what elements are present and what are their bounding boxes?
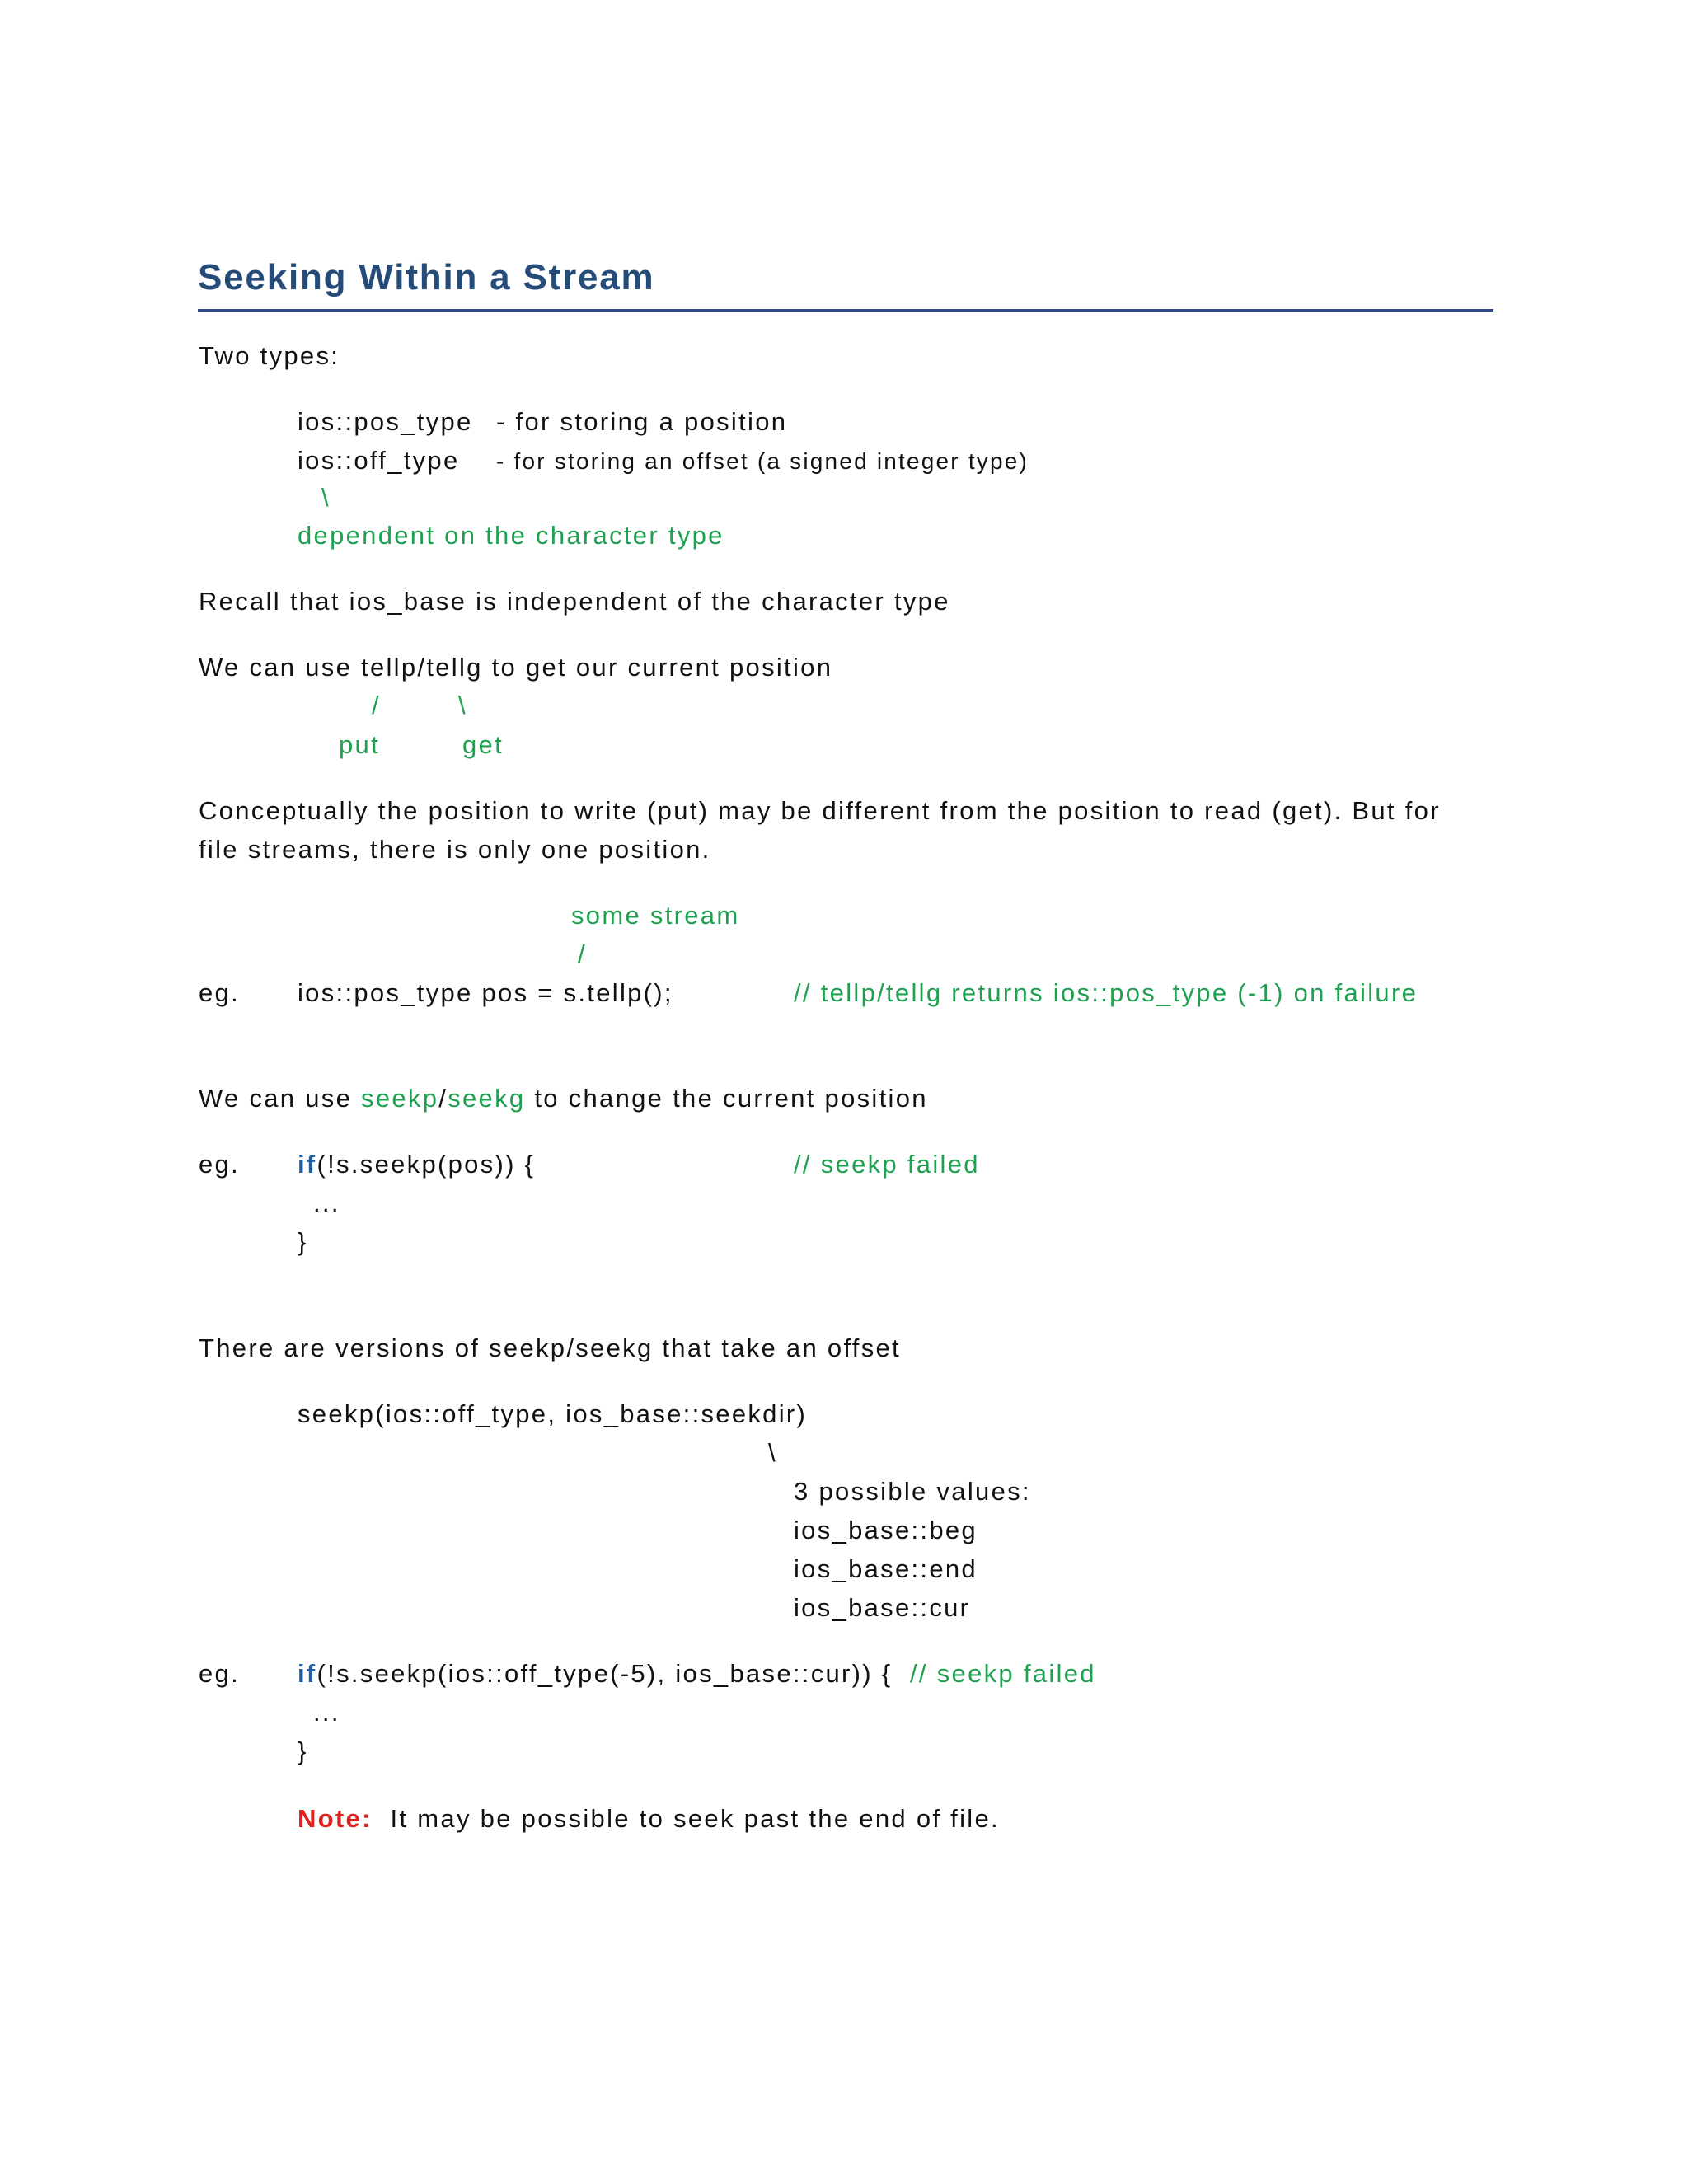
closing-brace: } xyxy=(298,1227,308,1256)
seekg-term: seekg xyxy=(448,1084,526,1113)
seekdir-connector: \ xyxy=(768,1438,777,1467)
seek-comment: // seekp failed xyxy=(794,1150,980,1179)
seek-offset-code-body: (!s.seekp(ios::off_type(-5), ios_base::cur)) { xyxy=(316,1659,893,1688)
pos-type-desc: - for storing a position xyxy=(496,407,788,436)
page-title: Seeking Within a Stream xyxy=(198,257,655,298)
put-connector: / xyxy=(372,691,381,719)
concept-line-1: Conceptually the position to write (put) may be different from the position to read (get). But for xyxy=(199,796,1441,825)
dependent-annotation: dependent on the character type xyxy=(298,521,724,550)
if-keyword: if xyxy=(298,1659,317,1688)
tellp-line: We can use tellp/tellg to get our current position xyxy=(199,653,833,682)
seekdir-beg: ios_base::beg xyxy=(794,1516,978,1544)
code-ellipsis: ... xyxy=(313,1188,340,1217)
off-type-desc: - for storing an offset (a signed integer type) xyxy=(496,448,1029,474)
versions-line: There are versions of seekp/seekg that take an offset xyxy=(199,1333,901,1362)
recall-line: Recall that ios_base is independent of the character type xyxy=(199,587,950,616)
seek-line xyxy=(199,1085,928,1111)
seek-offset-comment: // seekp failed xyxy=(910,1659,1096,1688)
if-keyword: if xyxy=(298,1150,317,1179)
seek-line-post: to change the current position xyxy=(525,1084,928,1113)
code-ellipsis: ... xyxy=(313,1698,340,1727)
seekp-signature: seekp(ios::off_type, ios_base::seekdir) xyxy=(298,1399,808,1428)
get-annotation: get xyxy=(462,730,504,759)
seekdir-cur: ios_base::cur xyxy=(794,1593,971,1622)
dependent-connector: \ xyxy=(321,483,331,512)
seekdir-end: ios_base::end xyxy=(794,1554,978,1583)
possible-values-label: 3 possible values: xyxy=(794,1477,1031,1506)
tellp-code: ios::pos_type pos = s.tellp(); xyxy=(298,978,673,1007)
seekp-term: seekp xyxy=(361,1084,439,1113)
seek-code xyxy=(298,1151,535,1177)
get-connector: \ xyxy=(458,691,467,719)
off-type-name: ios::off_type xyxy=(298,446,460,475)
seek-slash: / xyxy=(438,1084,448,1113)
tellp-comment: // tellp/tellg returns ios::pos_type (-1) on failure xyxy=(794,978,1418,1007)
seek-line-pre: We can use xyxy=(199,1084,362,1113)
example-label: eg. xyxy=(199,1659,240,1688)
note-text: It may be possible to seek past the end of file. xyxy=(390,1804,1000,1833)
pos-type-name: ios::pos_type xyxy=(298,407,473,436)
seek-code-body: (!s.seekp(pos)) { xyxy=(316,1150,536,1179)
some-stream-connector: / xyxy=(578,940,587,968)
two-types-line: Two types: xyxy=(199,341,340,370)
example-label: eg. xyxy=(199,978,240,1007)
note-label: Note: xyxy=(298,1804,373,1833)
put-annotation: put xyxy=(339,730,380,759)
concept-line-2: file streams, there is only one position. xyxy=(199,835,711,864)
closing-brace: } xyxy=(298,1736,308,1765)
title-underline xyxy=(198,309,1493,312)
example-label: eg. xyxy=(199,1150,240,1179)
seek-offset-code xyxy=(298,1661,892,1686)
some-stream-annotation: some stream xyxy=(571,901,740,930)
note-line xyxy=(298,1806,1000,1831)
